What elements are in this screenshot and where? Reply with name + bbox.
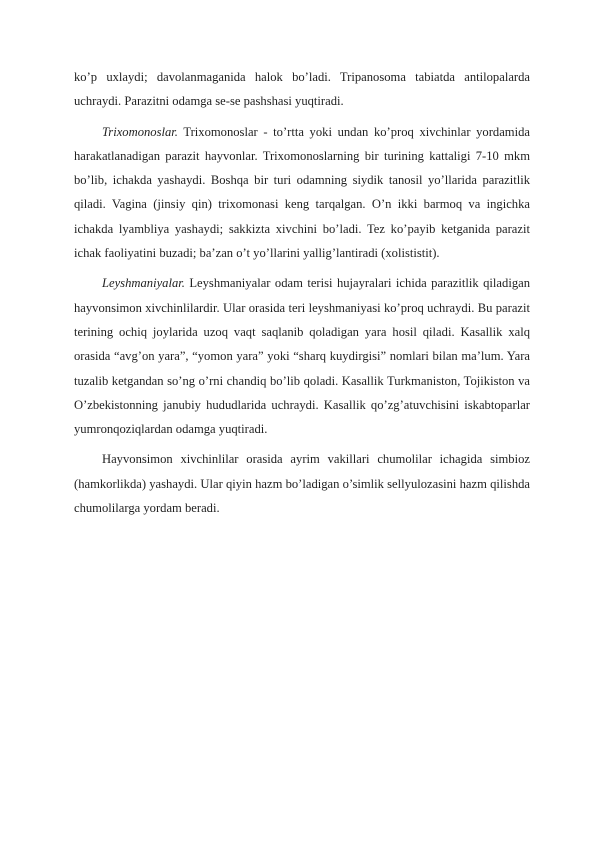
paragraph-term: Trixomonoslar. [102, 124, 178, 139]
paragraph-text: Hayvonsimon xivchinlilar orasida ayrim vakillari chumolilar ichagida simbioz (hamkorlikda) yashaydi. Ular qiyin hazm bo’ladigan o’simlik sellyulozasini hazm qilishda chumolilarga yordam beradi. [74, 452, 530, 516]
paragraph-term: Leyshmaniyalar. [102, 276, 185, 291]
paragraph-trixomonoslar [74, 120, 530, 266]
paragraph-leyshmaniyalar [74, 271, 530, 441]
paragraph-text: Leyshmaniyalar odam terisi hujayralari ichida parazitlik qiladigan hayvonsimon xivchinlilardir. Ular orasida teri leyshmaniyasi ko’proq uchraydi. Bu parazit terining ochiq joylarida uzoq vaqt saqlanib qoladigan yara hosil qiladi. Kasallik xalq orasida “avg’on yara”, “yomon yara” yoki “sharq kuydirgisi” nomlari bilan ma’lum. Yara tuzalib ketgandan so’ng o’rni chandiq bo’lib qoladi. Kasallik Turkmaniston, Tojikiston va O’zbekistonning janubiy hududlarida uchraydi. Kasallik qo’zg’atuvchisini iskabtoparlar yumronqoziqlardan odamga yuqtiradi. [74, 276, 530, 437]
paragraph-hayvonsimon-xivchinlilar [74, 447, 530, 520]
paragraph-text: ko’p uxlaydi; davolanmaganida halok bo’ladi. Tripanosoma tabiatda antilopalarda uchraydi. Parazitni odamga se-se pashshasi yuqtiradi. [74, 70, 530, 109]
paragraph-tripanosoma-continued [74, 65, 530, 114]
paragraph-text: Trixomonoslar - to’rtta yoki undan ko’proq xivchinlar yordamida harakatlanadigan parazit hayvonlar. Trixomonoslarning bir turining kattaligi 7-10 mkm bo’lib, ichakda yashaydi. Boshqa bir turi odamning siydik tanosil yo’llarida parazitlik qiladi. Vagina (jinsiy qin) trixomonasi keng tarqalgan. O’n ikki barmoq va ingichka ichakda lyambliya yashaydi; sakkizta xivchini bo’ladi. Tez ko’payib ketganida parazit ichak faoliyatini buzadi; ba’zan o’t yo’llarini yallig’lantiradi (xolististit). [74, 124, 530, 261]
document-page [74, 65, 530, 526]
